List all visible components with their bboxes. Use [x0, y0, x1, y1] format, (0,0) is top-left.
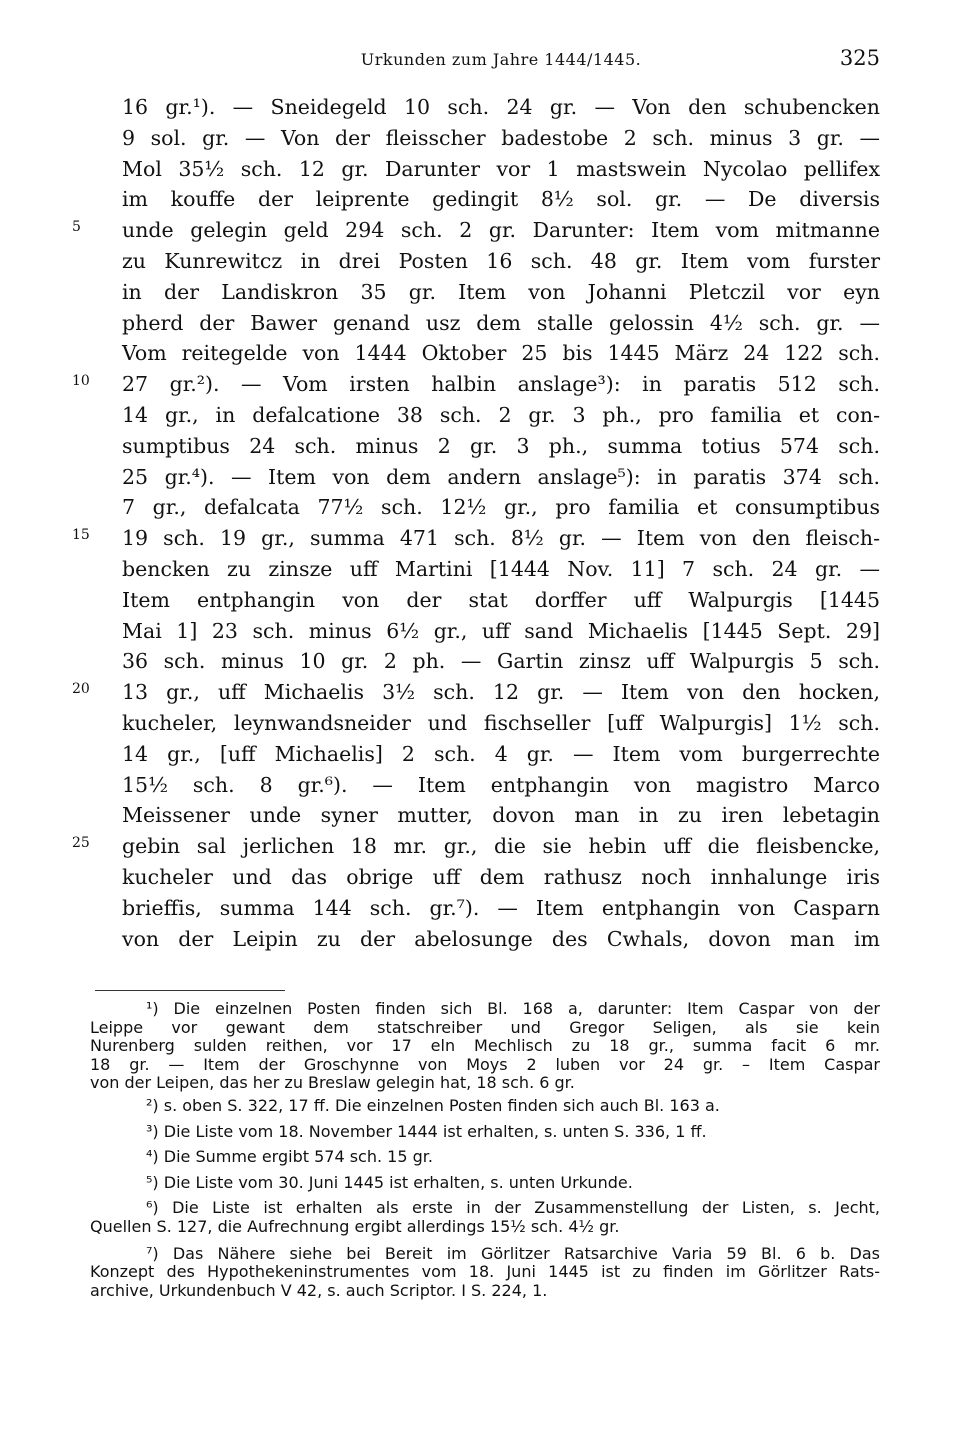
footnote-line: Quellen S. 127, die Aufrechnung ergibt allerdings 15½ sch. 4½ gr. [90, 1216, 620, 1236]
line-text: 36 sch. minus 10 gr. 2 ph. — Gartin zinsz uff Walpurgis 5 sch. [122, 649, 880, 674]
footnote-separator [95, 990, 285, 991]
line-text: 13 gr., uff Michaelis 3½ sch. 12 gr. — Item von den hocken, [122, 680, 880, 705]
line-text: 19 sch. 19 gr., summa 471 sch. 8½ gr. — Item von den fleisch- [122, 526, 880, 551]
footnote-4: ⁴) Die Summe ergibt 574 sch. 15 gr. [146, 1147, 433, 1167]
line-text: zu Kunrewitcz in drei Posten 16 sch. 48 gr. Item vom furster [122, 248, 880, 273]
line-text: von der Leipin zu der abelosunge des Cwhals, dovon man im [122, 926, 880, 951]
footnote-line: Nurenberg sulden reithen, vor 17 eln Mechlisch zu 18 gr., summa facit 6 mr. [90, 1036, 880, 1056]
text-line [0, 462, 960, 493]
line-text: brieffis, summa 144 sch. gr.⁷). — Item entphangin von Casparn [122, 895, 880, 920]
footnote-line: Leippe vor gewant dem statschreiber und Gregor Seligen, als sie kein [90, 1017, 880, 1037]
text-line [0, 800, 960, 831]
text-line [0, 92, 960, 123]
line-text: 7 gr., defalcata 77½ sch. 12½ gr., pro familia et consumptibus [122, 495, 880, 520]
text-line [0, 277, 960, 308]
line-number: 15 [72, 527, 90, 544]
page-header [122, 46, 880, 80]
line-text: pherd der Bawer genand usz dem stalle gelossin 4½ sch. gr. — [122, 310, 880, 335]
line-text: gebin sal jerlichen 18 mr. gr., die sie hebin uff die fleisbencke, [122, 834, 880, 859]
line-text: kucheler, leynwandsneider und fischseller [uff Walpurgis] 1½ sch. [122, 710, 880, 735]
text-line [0, 123, 960, 154]
text-line [0, 338, 960, 369]
text-line [0, 585, 960, 616]
running-title: Urkunden zum Jahre 1444/1445. [360, 50, 642, 69]
line-text: unde gelegin geld 294 sch. 2 gr. Darunter: Item vom mitmanne [122, 218, 880, 243]
footnote-line: Konzept des Hypothekeninstrumentes vom 18. Juni 1445 ist zu finden im Görlitzer Rats- [90, 1262, 880, 1282]
text-line [0, 369, 960, 400]
footnote-6 [90, 1199, 880, 1236]
footnote-5: ⁵) Die Liste vom 30. Juni 1445 ist erhalten, s. unten Urkunde. [146, 1172, 633, 1192]
footnote-2: ²) s. oben S. 322, 17 ff. Die einzelnen Posten finden sich auch Bl. 163 a. [146, 1095, 720, 1115]
text-line [0, 154, 960, 185]
text-line [0, 831, 960, 862]
footnote-line: archive, Urkundenbuch V 42, s. auch Scriptor. I S. 224, 1. [90, 1280, 548, 1300]
line-number: 5 [72, 219, 81, 236]
text-line [0, 862, 960, 893]
line-text: kucheler und das obrige uff dem rathusz noch innhalunge iris [122, 864, 880, 889]
line-text: Mol 35½ sch. 12 gr. Darunter vor 1 mastswein Nycolao pellifex [122, 156, 880, 181]
text-line [0, 708, 960, 739]
line-number: 20 [72, 681, 90, 698]
line-text: 14 gr., in defalcatione 38 sch. 2 gr. 3 ph., pro familia et con- [122, 402, 880, 427]
line-text: Meissener unde syner mutter, dovon man in zu iren lebetagin [122, 803, 880, 828]
line-text: Mai 1] 23 sch. minus 6½ gr., uff sand Michaelis [1445 Sept. 29] [122, 618, 880, 643]
text-line [0, 924, 960, 955]
footnote-line: von der Leipen, das her zu Breslaw gelegin hat, 18 sch. 6 gr. [90, 1073, 575, 1093]
text-line [0, 215, 960, 246]
line-text: 14 gr., [uff Michaelis] 2 sch. 4 gr. — Item vom burgerrechte [122, 741, 880, 766]
text-line [0, 646, 960, 677]
line-text: 27 gr.²). — Vom irsten halbin anslage³): in paratis 512 sch. [122, 372, 880, 397]
footnote-1 [90, 1000, 880, 1093]
text-line [0, 739, 960, 770]
page-number: 325 [839, 46, 880, 70]
footnote-line: ⁶) Die Liste ist erhalten als erste in der Zusammenstellung der Listen, s. Jecht, [146, 1198, 880, 1218]
line-text: in der Landiskron 35 gr. Item von Johanni Pletczil vor eyn [122, 279, 880, 304]
text-line [0, 554, 960, 585]
footnote-line: 18 gr. — Item der Groschynne von Moys 2 luben vor 24 gr. – Item Caspar [90, 1054, 880, 1074]
line-number: 25 [72, 835, 90, 852]
line-text: 9 sol. gr. — Von der fleisscher badestobe 2 sch. minus 3 gr. — [122, 125, 880, 150]
footnote-line: ⁷) Das Nähere siehe bei Bereit im Görlitzer Ratsarchive Varia 59 Bl. 6 b. Das [146, 1243, 880, 1263]
text-line [0, 770, 960, 801]
text-line [0, 431, 960, 462]
line-text: 15½ sch. 8 gr.⁶). — Item entphangin von magistro Marco [122, 772, 880, 797]
main-text [0, 92, 960, 954]
line-text: 16 gr.¹). — Sneidegeld 10 sch. 24 gr. — Von den schubencken [122, 95, 880, 119]
line-text: im kouffe der leiprente gedingit 8½ sol. gr. — De diversis [122, 187, 880, 212]
line-number: 10 [72, 373, 90, 390]
text-line [0, 893, 960, 924]
line-text: Vom reitegelde von 1444 Oktober 25 bis 1445 März 24 122 sch. [122, 341, 880, 366]
text-line [0, 308, 960, 339]
footnote-line: ¹) Die einzelnen Posten finden sich Bl. 168 a, darunter: Item Caspar von der [146, 999, 880, 1018]
text-line [0, 184, 960, 215]
footnotes [90, 1000, 880, 1300]
line-text: bencken zu zinsze uff Martini [1444 Nov. 11] 7 sch. 24 gr. — [122, 556, 880, 581]
footnote-7 [90, 1245, 880, 1301]
text-line [0, 246, 960, 277]
line-text: sumptibus 24 sch. minus 2 gr. 3 ph., summa totius 574 sch. [122, 433, 880, 458]
text-line [0, 677, 960, 708]
line-text: Item entphangin von der stat dorffer uff Walpurgis [1445 [122, 587, 880, 612]
text-line [0, 400, 960, 431]
footnote-3: ³) Die Liste vom 18. November 1444 ist erhalten, s. unten S. 336, 1 ff. [146, 1121, 707, 1141]
text-line [0, 616, 960, 647]
text-line [0, 523, 960, 554]
text-line [0, 492, 960, 523]
line-text: 25 gr.⁴). — Item von dem andern anslage⁵): in paratis 374 sch. [122, 464, 880, 489]
